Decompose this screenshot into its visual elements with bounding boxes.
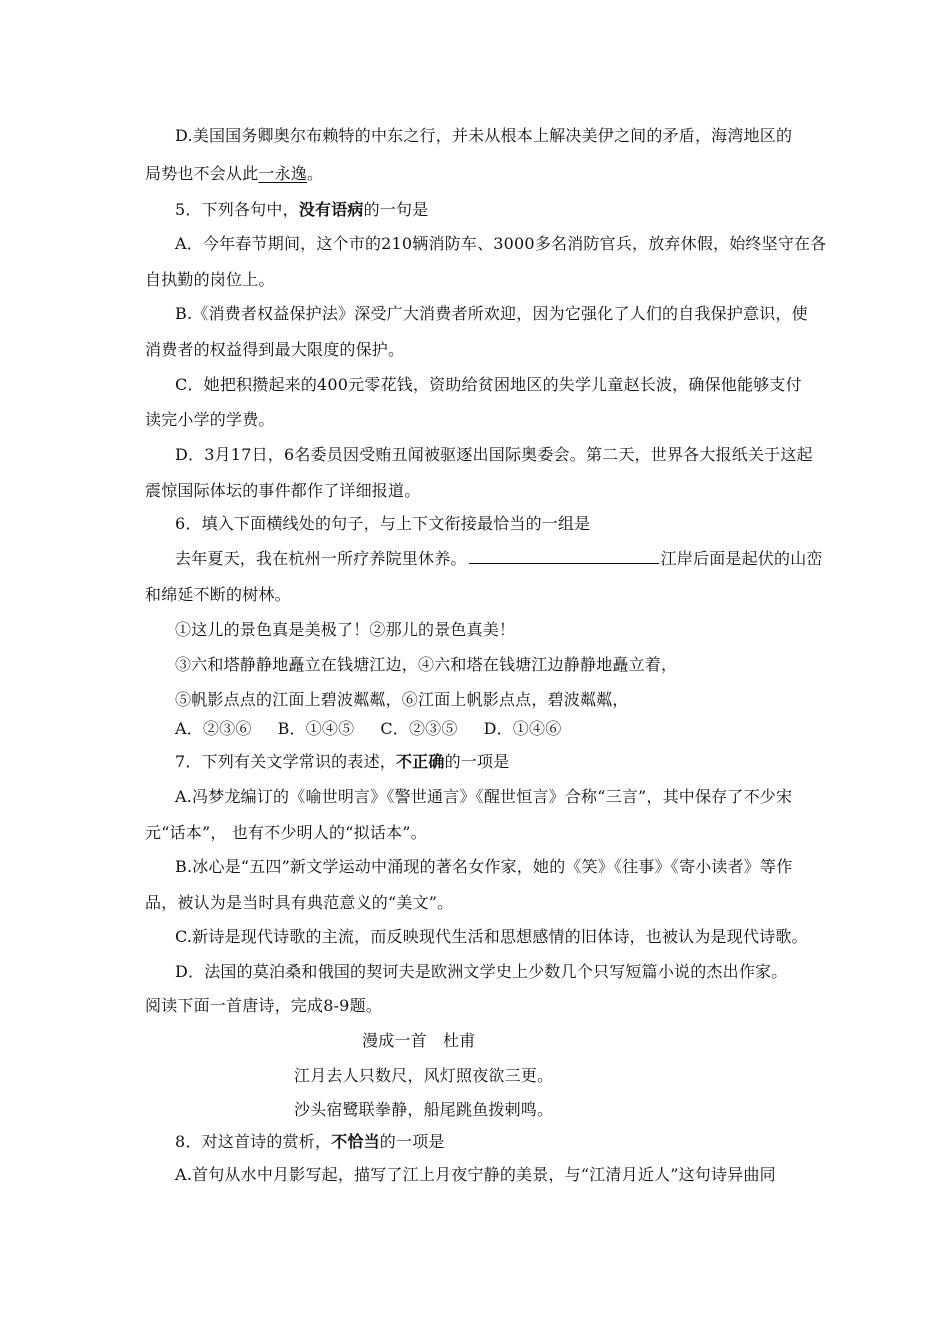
q8-option-a-line1: A.首句从水中月影写起，描写了江上月夜宁静的美景，与“江清月近人”这句诗异曲同 [175,1165,776,1184]
q5-option-a-line1: A．今年春节期间，这个市的210辆消防车、3000多名消防官兵，放弃休假，始终坚守在各 [175,234,827,253]
reading-instruction: 阅读下面一首唐诗，完成8-9题。 [145,996,382,1015]
poem-line-2: 沙头宿鹭联拳静，船尾跳鱼拨剌鸣。 [294,1100,554,1119]
q7-emphasis: 不正确 [395,752,445,771]
q6-passage-line2: 和绵延不断的树林。 [145,585,291,604]
q4-option-d-line2: 局势也不会从此一永逸。 [145,164,324,183]
q5-option-c-line2: 读完小学的学费。 [145,410,275,429]
q6-answer-d: D．①④⑥ [483,719,562,738]
poem-line-1: 江月去人只数尺，风灯照夜欲三更。 [294,1066,554,1085]
q7-option-c: C.新诗是现代诗歌的主流，而反映现代生活和思想感情的旧体诗，也被认为是现代诗歌。 [175,927,808,946]
q5-emphasis: 没有语病 [298,200,364,219]
q6-answer-a: A．②③⑥ [175,719,252,738]
q7-option-b-line1: B.冰心是“五四”新文学运动中涌现的著名女作家，她的《笑》《往事》《寄小读者》等作 [175,857,793,876]
q6-answer-options [175,719,561,739]
q5-option-d-line2: 震惊国际体坛的事件都作了详细报道。 [145,481,421,500]
q7-stem: 7．下列有关文学常识的表述，不正确的一项是 [175,752,510,771]
q6-answer-c: C．②③⑤ [380,719,458,738]
q5-stem: 5．下列各句中，没有语病的一句是 [175,200,429,219]
fill-in-blank [469,549,659,564]
q5-option-b-line2: 消费者的权益得到最大限度的保护。 [145,340,405,359]
q8-stem: 8．对这首诗的赏析，不恰当的一项是 [175,1132,445,1151]
q7-option-d: D．法国的莫泊桑和俄国的契诃夫是欧洲文学史上少数几个只写短篇小说的杰出作家。 [175,962,788,981]
q6-choices-5-6: ⑤帆影点点的江面上碧波粼粼，⑥江面上帆影点点，碧波粼粼， [175,690,629,709]
q6-passage-line1: 去年夏天，我在杭州一所疗养院里休养。 江岸后面是起伏的山峦 [175,549,823,568]
q6-stem: 6．填入下面横线处的句子，与上下文衔接最恰当的一组是 [175,514,591,533]
q7-option-b-line2: 品，被认为是当时具有典范意义的“美文”。 [145,893,454,912]
poem-title: 漫成一首 杜甫 [362,1031,476,1050]
q8-emphasis: 不恰当 [331,1132,380,1151]
q4-option-d-line1: D.美国国务卿奥尔布赖特的中东之行，并未从根本上解决美伊之间的矛盾，海湾地区的 [175,126,793,145]
q5-option-a-line2: 自执勤的岗位上。 [145,270,275,289]
q5-option-d-line1: D．3月17日，6名委员因受贿丑闻被驱逐出国际奥委会。第二天，世界各大报纸关于这起 [175,445,813,464]
q5-option-b-line1: B.《消费者权益保护法》深受广大消费者所欢迎，因为它强化了人们的自我保护意识，使 [175,304,808,323]
q6-choices-3-4: ③六和塔静静地矗立在钱塘江边，④六和塔在钱塘江边静静地矗立着， [175,655,678,674]
q7-option-a-line2: 元“话本”， 也有不少明人的“拟话本”。 [145,823,427,842]
q6-choices-1-2: ①这儿的景色真是美极了！②那儿的景色真美！ [175,620,516,639]
q7-option-a-line1: A.冯梦龙编订的《喻世明言》《警世通言》《醒世恒言》合称“三言”，其中保存了不少宋 [175,787,793,806]
underlined-idiom: 一永逸 [258,164,308,183]
q5-option-c-line1: C．她把积攒起来的400元零花钱，资助给贫困地区的失学儿童赵长波，确保他能够支付 [175,375,802,394]
q6-answer-b: B．①④⑤ [277,719,355,738]
